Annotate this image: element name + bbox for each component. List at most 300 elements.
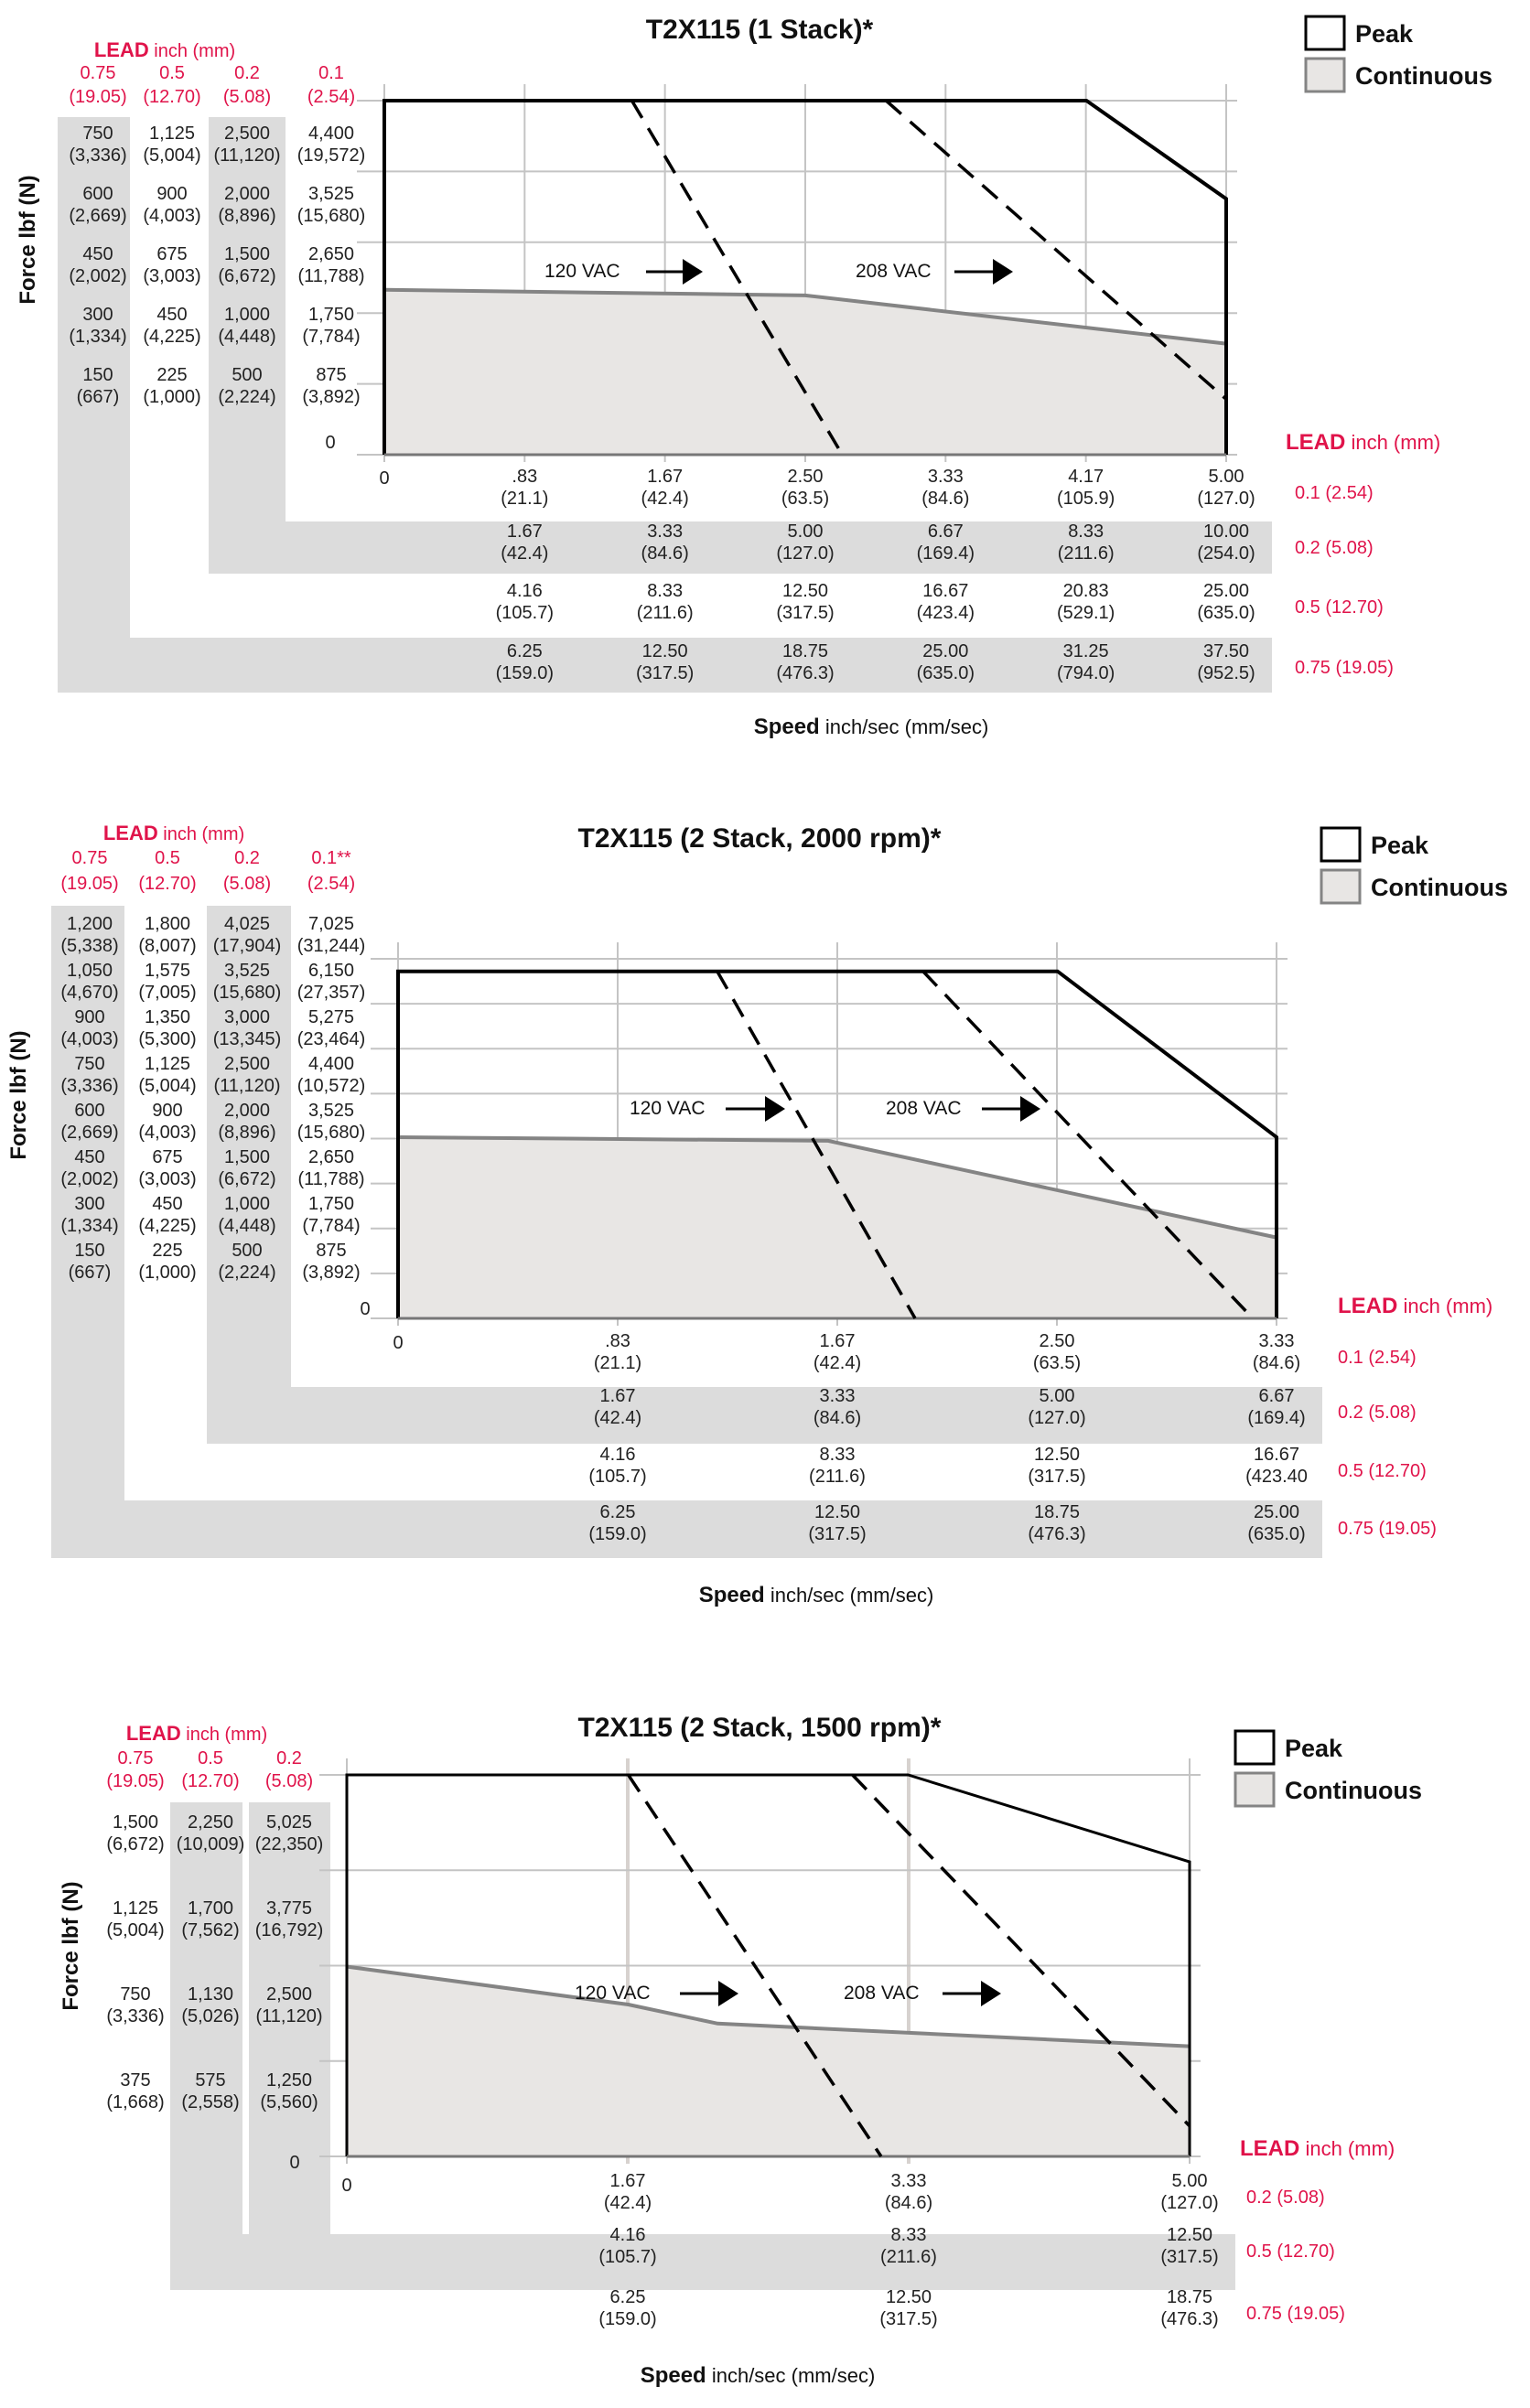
x-row-lead-label: 0.2 (5.08) (1246, 2188, 1325, 2208)
x-tick-label-mm: (423.40 (1245, 1467, 1308, 1487)
y-tick-label-mm: (5,338) (60, 936, 119, 956)
x-tick-label-mm: (105.7) (495, 603, 555, 623)
y-tick-label-mm: (3,892) (302, 1263, 361, 1283)
x-axis-title-rest: inch/sec (mm/sec) (764, 1584, 934, 1607)
y-tick-label-inch: 575 (195, 2070, 226, 2091)
x-tick-label-mm: (84.6) (813, 1408, 862, 1428)
y-tick-label-mm: (6,672) (218, 266, 276, 286)
lead-header-right (1240, 2136, 1395, 2161)
y-tick-label (106, 2070, 164, 2112)
y-tick-label-inch: 3,775 (265, 1898, 313, 1919)
y-tick-label-inch: 900 (74, 1007, 105, 1027)
y-tick-label-mm: (7,562) (181, 1920, 240, 1940)
y-axis-title: Force lbf (N) (6, 1030, 31, 1160)
lead-column-value: 0.75 (80, 63, 116, 83)
x-tick-label-mm: (635.0) (916, 663, 975, 683)
x-tick-label-mm: (84.6) (641, 543, 689, 564)
y-tick-label-mm: (15,680) (212, 983, 282, 1003)
x-axis-title (641, 2363, 876, 2388)
y-tick-label-inch: 2,000 (223, 1101, 271, 1121)
y-tick-label-inch: 4,025 (223, 914, 271, 934)
y-tick-label-inch: 1,700 (187, 1898, 234, 1919)
y-tick-label-inch: 1,500 (223, 244, 271, 264)
x-tick-label-inch: 8.33 (1068, 521, 1104, 542)
y-tick-label-inch: 875 (316, 1241, 347, 1261)
x-tick-label-mm: (529.1) (1056, 603, 1115, 623)
x-tick-label-inch: 18.75 (1033, 1502, 1081, 1522)
y-tick-label-inch: 300 (82, 305, 113, 325)
legend-swatch-peak (1321, 828, 1360, 861)
lead-header-right (1286, 430, 1440, 455)
lead-column-value: 0.2 (234, 848, 260, 868)
chart-title: T2X115 (2 Stack, 2000 rpm)* (577, 823, 942, 854)
y-tick-label (143, 305, 200, 347)
y-tick-label-mm: (2,669) (60, 1123, 119, 1143)
chart-title: T2X115 (1 Stack)* (645, 15, 874, 45)
lead-column-mm: (19.05) (60, 874, 119, 894)
y-tick-label-inch: 500 (232, 1241, 263, 1261)
voltage-arrow-head (981, 1981, 1001, 2006)
y-tick-label (297, 1147, 364, 1189)
y-tick-label-inch: 3,000 (223, 1007, 271, 1027)
x-tick-label (604, 2171, 652, 2213)
y-tick-label-inch: 675 (152, 1147, 183, 1167)
lead-header-rest: inch (mm) (148, 41, 236, 61)
x-zero-label: 0 (393, 1333, 404, 1353)
y-axis-title: Force lbf (N) (16, 175, 40, 305)
x-tick-label-mm: (317.5) (1160, 2247, 1219, 2267)
y-tick-label-mm: (31,244) (296, 936, 366, 956)
x-axis-title-bold: Speed (698, 1583, 765, 1607)
y-tick-label-mm: (23,464) (296, 1029, 366, 1049)
x-tick-label-mm: (317.5) (808, 1524, 867, 1544)
x-tick-label-inch: 12.50 (1166, 2225, 1213, 2245)
x-row-lead-label: 0.75 (19.05) (1295, 658, 1394, 678)
y-tick-label-mm: (3,336) (106, 2006, 165, 2026)
voltage-arrow-head (1020, 1096, 1040, 1122)
y-tick-label-inch: 1,125 (144, 1054, 191, 1074)
x-tick-label (637, 581, 694, 623)
y-tick-label-inch: 2,650 (307, 1147, 355, 1167)
x-tick-label-mm: (635.0) (1197, 603, 1255, 623)
lead-column-mm: (5.08) (264, 1771, 314, 1791)
lead-column-mm: (12.70) (143, 87, 201, 107)
y-tick-label-mm: (16,792) (254, 1920, 324, 1940)
y-zero-label: 0 (360, 1299, 371, 1319)
y-tick-label-mm: (2,558) (181, 2092, 240, 2112)
y-tick-label (138, 1007, 196, 1049)
y-tick-label-inch: 6,150 (307, 961, 355, 981)
y-tick-label-inch: 1,050 (66, 961, 113, 981)
y-tick-label-mm: (4,448) (218, 1216, 276, 1236)
y-tick-label-inch: 600 (74, 1101, 105, 1121)
y-tick-label-mm: (7,784) (302, 1216, 361, 1236)
y-tick-label-mm: (17,904) (212, 936, 282, 956)
x-tick-label-inch: 2.50 (787, 467, 824, 487)
y-tick-label (297, 914, 366, 956)
x-tick-label-mm: (476.3) (1160, 2309, 1219, 2329)
y-tick-label-mm: (3,336) (60, 1076, 119, 1096)
voltage-label: 120 VAC (575, 1983, 651, 2004)
x-axis-title (699, 1583, 934, 1607)
x-tick-label-inch: 20.83 (1062, 581, 1109, 601)
y-tick-label-inch: 900 (156, 184, 188, 204)
x-tick-label-inch: 8.33 (647, 581, 684, 601)
lead-header-right-bold: LEAD (1286, 430, 1346, 455)
y-tick-label-mm: (3,003) (138, 1169, 197, 1189)
y-tick-label (297, 1007, 366, 1049)
y-tick-label-mm: (5,004) (138, 1076, 197, 1096)
x-tick-label-inch: 25.00 (1202, 581, 1250, 601)
voltage-arrow-head (683, 259, 703, 285)
lead-header-right-rest: inch (mm) (1397, 1295, 1493, 1317)
x-tick-label-inch: 6.25 (609, 2287, 646, 2307)
y-tick-label (297, 1054, 366, 1096)
x-row-lead-label: 0.75 (19.05) (1338, 1519, 1437, 1539)
y-tick-label-inch: 2,500 (223, 124, 271, 144)
x-tick-label-inch: 12.50 (641, 641, 688, 661)
x-tick-label-mm: (127.0) (1028, 1408, 1086, 1428)
lead-header-rest: inch (mm) (157, 824, 245, 844)
lead-column-mm: (19.05) (69, 87, 127, 107)
x-zero-label: 0 (341, 2176, 352, 2196)
y-tick-label-inch: 225 (156, 365, 188, 385)
y-tick-label-mm: (6,672) (218, 1169, 276, 1189)
x-tick-label-mm: (169.4) (916, 543, 975, 564)
y-tick-label-inch: 300 (74, 1194, 105, 1214)
x-tick-label (1057, 581, 1115, 623)
x-tick-label-inch: 6.25 (506, 641, 543, 661)
y-tick-label-mm: (5,300) (138, 1029, 197, 1049)
y-tick-label-inch: 675 (156, 244, 188, 264)
x-tick-label-mm: (423.4) (916, 603, 975, 623)
lead-column-value: 0.2 (234, 63, 260, 83)
x-tick-label (1057, 467, 1115, 509)
y-tick-label-mm: (4,448) (218, 327, 276, 347)
lead-header (103, 822, 244, 844)
lead-band-row (170, 2234, 1235, 2290)
x-row-lead-label: 0.2 (5.08) (1295, 538, 1374, 558)
x-tick-label-inch: 4.17 (1068, 467, 1104, 487)
y-tick-label (138, 914, 196, 956)
x-tick-label-mm: (127.0) (776, 543, 835, 564)
lead-column-value: 0.5 (159, 63, 185, 83)
y-tick-label-mm: (11,120) (213, 145, 281, 166)
y-tick-label (143, 244, 200, 286)
voltage-arrow-head (993, 259, 1013, 285)
lead-column-mm: (2.54) (307, 874, 356, 894)
y-tick-label-inch: 1,000 (223, 1194, 271, 1214)
x-tick-label-inch: 3.33 (890, 2171, 927, 2191)
y-tick-label (143, 365, 200, 407)
voltage-arrow-head (765, 1096, 785, 1122)
continuous-area (384, 290, 1226, 455)
y-tick-label-mm: (1,334) (69, 327, 127, 347)
y-tick-label-mm: (5,560) (260, 2092, 318, 2112)
y-tick-label-inch: 7,025 (307, 914, 355, 934)
voltage-label: 120 VAC (544, 261, 620, 282)
y-tick-label-inch: 1,130 (187, 1984, 234, 2005)
legend-label-continuous: Continuous (1371, 874, 1508, 901)
y-tick-label-mm: (667) (76, 387, 120, 407)
y-tick-label-mm: (10,572) (296, 1076, 366, 1096)
x-tick-label (1028, 1445, 1085, 1487)
x-tick-label-mm: (127.0) (1197, 489, 1255, 509)
y-tick-label-mm: (4,003) (60, 1029, 119, 1049)
y-tick-label-mm: (3,336) (69, 145, 127, 166)
x-tick-label-mm: (84.6) (1252, 1353, 1301, 1373)
x-row-lead-label: 0.5 (12.70) (1295, 597, 1384, 618)
x-tick-label-inch: 8.33 (819, 1445, 856, 1465)
x-tick-label-mm: (42.4) (813, 1353, 862, 1373)
x-tick-label-inch: 1.67 (647, 467, 684, 487)
x-tick-label-mm: (317.5) (635, 663, 695, 683)
y-tick-label-mm: (22,350) (254, 1834, 324, 1854)
x-tick-label-mm: (42.4) (501, 543, 549, 564)
x-tick-label-mm: (63.5) (1032, 1353, 1082, 1373)
y-tick-label-inch: 450 (156, 305, 188, 325)
x-tick-label-inch: 12.50 (813, 1502, 861, 1522)
y-tick-label (297, 124, 366, 166)
x-tick-label-mm: (317.5) (1028, 1467, 1086, 1487)
y-tick-label (106, 1984, 164, 2026)
y-tick-label-mm: (4,670) (60, 983, 119, 1003)
x-tick-label-mm: (211.6) (809, 1467, 866, 1487)
y-tick-label-mm: (27,357) (296, 983, 366, 1003)
y-tick-label-inch: 1,000 (223, 305, 271, 325)
y-tick-label-mm: (7,005) (138, 983, 197, 1003)
legend-label-peak: Peak (1371, 832, 1429, 859)
y-tick-label-mm: (5,026) (181, 2006, 240, 2026)
x-zero-label: 0 (379, 468, 390, 489)
y-tick-label-mm: (15,680) (296, 1123, 366, 1143)
x-tick-label-mm: (127.0) (1160, 2193, 1219, 2213)
y-tick-label-mm: (2,002) (60, 1169, 119, 1189)
lead-column-mm: (2.54) (307, 87, 356, 107)
lead-header-right-bold: LEAD (1240, 2136, 1300, 2161)
x-tick-label-mm: (254.0) (1197, 543, 1255, 564)
lead-column-value: 0.5 (198, 1748, 223, 1768)
y-tick-label-inch: 3,525 (307, 1101, 355, 1121)
y-tick-label-inch: 150 (82, 365, 113, 385)
x-tick-label-mm: (476.3) (1028, 1524, 1086, 1544)
lead-header-bold: LEAD (125, 1722, 181, 1745)
lead-column-mm: (19.05) (106, 1771, 165, 1791)
lead-band-row (207, 1387, 1322, 1444)
x-tick-label-inch: 18.75 (1166, 2287, 1213, 2307)
y-tick-label (138, 1194, 196, 1236)
legend-swatch-peak (1306, 16, 1344, 49)
lead-column-value: 0.5 (155, 848, 180, 868)
y-tick-label-inch: 225 (152, 1241, 183, 1261)
chart-1 (16, 15, 1492, 739)
x-tick-label-mm: (952.5) (1197, 663, 1255, 683)
x-tick-label-inch: 2.50 (1039, 1331, 1075, 1351)
y-tick-label-inch: 1,800 (144, 914, 191, 934)
x-tick-label-mm: (21.1) (593, 1353, 642, 1373)
x-tick-label-mm: (105.7) (598, 2247, 657, 2267)
x-tick-label-inch: .83 (512, 467, 538, 487)
y-tick-label (297, 1101, 366, 1143)
y-tick-label-inch: 875 (316, 365, 347, 385)
y-tick-label-mm: (3,003) (143, 266, 201, 286)
lead-header (94, 38, 235, 61)
chart-title: T2X115 (2 Stack, 1500 rpm)* (577, 1713, 942, 1743)
x-tick-label (885, 2171, 932, 2213)
y-tick-label (138, 1147, 196, 1189)
y-tick-label-mm: (11,120) (213, 1076, 281, 1096)
x-tick-label-inch: 3.33 (647, 521, 684, 542)
x-tick-label-inch: 1.67 (609, 2171, 646, 2191)
y-tick-label-inch: 3,525 (223, 961, 271, 981)
y-tick-label-mm: (5,004) (143, 145, 201, 166)
x-tick-label (776, 581, 834, 623)
y-tick-label-mm: (11,788) (297, 1169, 365, 1189)
legend-swatch-continuous (1235, 1773, 1274, 1806)
y-tick-label (297, 961, 366, 1003)
y-tick-label (138, 961, 196, 1003)
x-tick-label-mm: (63.5) (781, 489, 830, 509)
x-tick-label-inch: 6.67 (927, 521, 964, 542)
y-tick-label-mm: (15,680) (296, 206, 366, 226)
x-tick-label (781, 467, 829, 509)
y-tick-label (106, 1812, 164, 1854)
x-tick-label-mm: (105.9) (1056, 489, 1115, 509)
y-tick-label-mm: (2,224) (218, 387, 276, 407)
x-tick-label-inch: 10.00 (1202, 521, 1250, 542)
x-tick-label-mm: (84.6) (884, 2193, 933, 2213)
x-row-lead-label: 0.2 (5.08) (1338, 1403, 1417, 1423)
chart-2 (6, 822, 1508, 1607)
y-tick-label (302, 1241, 360, 1283)
x-tick-label-mm: (42.4) (593, 1408, 642, 1428)
x-tick-label (1197, 467, 1255, 509)
y-tick-label-inch: 4,400 (307, 1054, 355, 1074)
lead-column-value: 0.1 (318, 63, 344, 83)
x-axis-title-bold: Speed (753, 715, 820, 739)
y-tick-label-mm: (1,000) (138, 1263, 197, 1283)
y-tick-label-inch: 1,500 (112, 1812, 159, 1833)
y-tick-label (138, 1054, 196, 1096)
x-tick-label-inch: 1.67 (506, 521, 543, 542)
lead-band-row (51, 1500, 1322, 1558)
x-tick-label-mm: (211.6) (1057, 543, 1115, 564)
legend-label-peak: Peak (1285, 1735, 1343, 1762)
x-tick-label-mm: (159.0) (495, 663, 555, 683)
x-tick-label-inch: 25.00 (1253, 1502, 1300, 1522)
x-tick-label (921, 467, 969, 509)
x-tick-label-inch: 12.50 (1033, 1445, 1081, 1465)
y-tick-label (138, 1101, 196, 1143)
y-tick-label-inch: 2,250 (187, 1812, 234, 1833)
x-row-lead-label: 0.1 (2.54) (1338, 1348, 1417, 1368)
x-tick-label-inch: 37.50 (1202, 641, 1250, 661)
y-tick-label-inch: 1,575 (144, 961, 191, 981)
y-tick-label-inch: 450 (82, 244, 113, 264)
y-tick-label-inch: 1,125 (148, 124, 196, 144)
x-tick-label-mm: (21.1) (501, 489, 549, 509)
y-tick-label-mm: (5,004) (106, 1920, 165, 1940)
x-tick-label-inch: 1.67 (599, 1386, 636, 1406)
lead-column-mm: (5.08) (222, 87, 272, 107)
voltage-label: 208 VAC (844, 1983, 920, 2004)
x-tick-label-inch: 6.25 (599, 1502, 636, 1522)
x-row-lead-label: 0.5 (12.70) (1246, 2241, 1335, 2262)
y-tick-label-mm: (1,000) (143, 387, 201, 407)
lead-band-column (170, 1802, 242, 2290)
y-tick-label-inch: 1,200 (66, 914, 113, 934)
lead-column-value: 0.2 (276, 1748, 302, 1768)
continuous-area (398, 1137, 1277, 1318)
x-tick-label-inch: 12.50 (885, 2287, 932, 2307)
y-tick-label (143, 124, 200, 166)
x-tick-label-mm: (317.5) (879, 2309, 938, 2329)
x-tick-label-mm: (42.4) (603, 2193, 652, 2213)
voltage-arrow-head (718, 1981, 738, 2006)
x-tick-label-inch: 3.33 (927, 467, 964, 487)
lead-column-value: 0.75 (71, 848, 108, 868)
y-tick-label-inch: 1,750 (307, 1194, 355, 1214)
x-tick-label-mm: (317.5) (776, 603, 835, 623)
x-tick-label-inch: 6.67 (1258, 1386, 1295, 1406)
y-tick-label-inch: 450 (152, 1194, 183, 1214)
y-tick-label-mm: (4,003) (143, 206, 201, 226)
x-tick-label-inch: 16.67 (1253, 1445, 1300, 1465)
y-tick-label-inch: 2,500 (265, 1984, 313, 2005)
y-tick-label-mm: (2,669) (69, 206, 127, 226)
legend-swatch-peak (1235, 1731, 1274, 1764)
y-tick-label-inch: 1,250 (265, 2070, 313, 2091)
x-tick-label (501, 467, 548, 509)
y-tick-label-mm: (10,009) (176, 1834, 245, 1854)
y-tick-label-inch: 2,000 (223, 184, 271, 204)
x-tick-label-mm: (211.6) (636, 603, 694, 623)
y-tick-label-mm: (3,892) (302, 387, 361, 407)
x-tick-label-inch: 25.00 (922, 641, 969, 661)
x-tick-label-inch: 16.67 (922, 581, 969, 601)
y-tick-label-inch: 1,125 (112, 1898, 159, 1919)
x-tick-label-inch: 4.16 (599, 1445, 636, 1465)
y-tick-label-inch: 750 (120, 1984, 151, 2005)
legend-swatch-continuous (1306, 59, 1344, 91)
y-tick-label-mm: (6,672) (106, 1834, 165, 1854)
x-tick-label-inch: 8.33 (890, 2225, 927, 2245)
x-tick-label-inch: 3.33 (819, 1386, 856, 1406)
lead-header-right-rest: inch (mm) (1299, 2137, 1395, 2160)
x-tick-label-mm: (84.6) (921, 489, 970, 509)
x-tick-label-mm: (159.0) (588, 1524, 647, 1544)
lead-column-mm: (5.08) (222, 874, 272, 894)
x-tick-label (879, 2287, 937, 2329)
y-tick-label-mm: (19,572) (296, 145, 366, 166)
x-axis-title (754, 715, 989, 739)
y-tick-label (138, 1241, 196, 1283)
y-tick-label-inch: 750 (82, 124, 113, 144)
y-tick-label-mm: (8,896) (218, 1123, 276, 1143)
x-axis-title-rest: inch/sec (mm/sec) (706, 2364, 876, 2387)
x-tick-label (1253, 1331, 1300, 1373)
y-tick-label-inch: 4,400 (307, 124, 355, 144)
x-tick-label-inch: 18.75 (781, 641, 829, 661)
y-tick-label-inch: 2,500 (223, 1054, 271, 1074)
lead-header-right-rest: inch (mm) (1345, 431, 1441, 454)
y-axis-title: Force lbf (N) (59, 1881, 83, 2011)
lead-header-rest: inch (mm) (180, 1725, 268, 1745)
x-tick-label-mm: (794.0) (1056, 663, 1115, 683)
x-tick-label-inch: .83 (605, 1331, 630, 1351)
x-tick-label-inch: 31.25 (1062, 641, 1109, 661)
y-tick-label-mm: (7,784) (302, 327, 361, 347)
